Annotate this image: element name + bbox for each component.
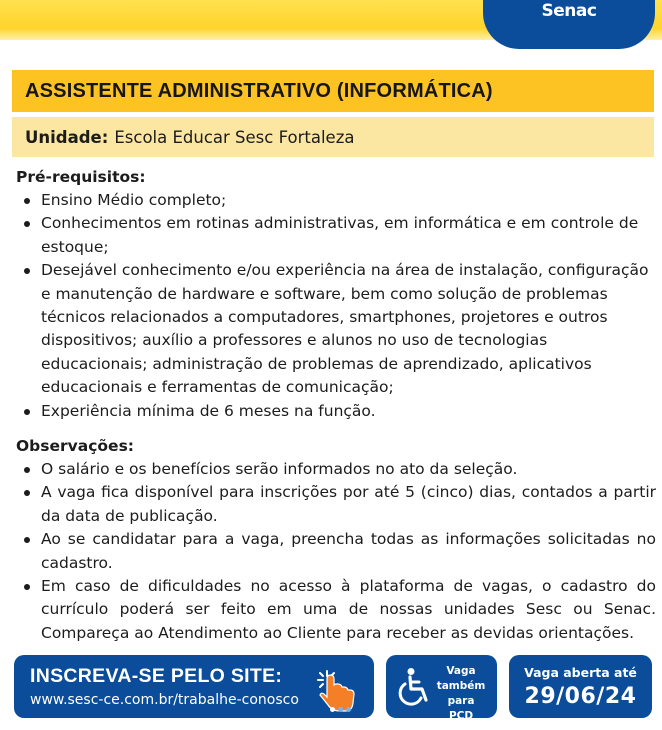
senac-logo xyxy=(483,0,655,49)
job-title: ASSISTENTE ADMINISTRATIVO (INFORMÁTICA) xyxy=(12,70,654,112)
pcd-line: para PCD xyxy=(447,695,475,722)
observations-heading: Observações: xyxy=(16,437,134,455)
requirements-heading: Pré-requisitos: xyxy=(16,168,146,186)
pcd-line: também xyxy=(436,680,486,692)
list-item: Ao se candidatar para a vaga, preencha todas as informações solicitadas no cadastro. xyxy=(41,528,656,575)
carousel-dots xyxy=(330,707,351,712)
deadline-label: Vaga aberta até xyxy=(524,665,637,680)
list-item: A vaga fica disponível para inscrições por até 5 (cinco) dias, contados a partir da data de publicação. xyxy=(41,481,656,528)
unit-value: Escola Educar Sesc Fortaleza xyxy=(114,127,355,147)
deadline-badge xyxy=(509,655,652,718)
list-item: Experiência mínima de 6 meses na função. xyxy=(41,400,656,423)
unit-label: Unidade: xyxy=(25,127,109,147)
unit-bar xyxy=(12,117,654,157)
list-item: Desejável conhecimento e/ou experiência na área de instalação, configuração e manutenção de hardware e software, bem como solução de problemas técnicos relacionados a computadores, smartphones, projetores e outros dispositivos; auxílio a professores e alunos no uso de tecnologias educacionais; administração de problemas de aprendizado, aplicativos educacionais e ferramentas de comunicação; xyxy=(41,259,656,399)
list-item: Ensino Médio completo; xyxy=(41,189,656,212)
signup-box[interactable] xyxy=(14,655,374,718)
pcd-badge xyxy=(386,655,497,722)
signup-link[interactable]: www.sesc-ce.com.br/trabalhe-conosco xyxy=(30,692,299,708)
list-item: Em caso de dificuldades no acesso à plataforma de vagas, o cadastro do currículo poderá ser feito em uma de nossas unidades Sesc ou Senac. Compareça ao Atendimento ao Cliente para receber as devidas orientações. xyxy=(41,575,656,645)
logo-text: Senac xyxy=(541,1,597,21)
wheelchair-icon xyxy=(394,667,432,707)
list-item: O salário e os benefícios serão informados no ato da seleção. xyxy=(41,458,656,481)
observations-section xyxy=(16,435,656,645)
requirements-section xyxy=(16,166,656,423)
pcd-line: Vaga xyxy=(446,665,476,677)
requirements-list xyxy=(16,189,656,423)
observations-list xyxy=(16,458,656,645)
list-item: Conhecimentos em rotinas administrativas, em informática e em controle de estoque; xyxy=(41,212,656,259)
pcd-text xyxy=(434,664,488,724)
signup-heading: INSCREVA-SE PELO SITE: xyxy=(30,665,283,687)
deadline-date: 29/06/24 xyxy=(524,684,637,709)
